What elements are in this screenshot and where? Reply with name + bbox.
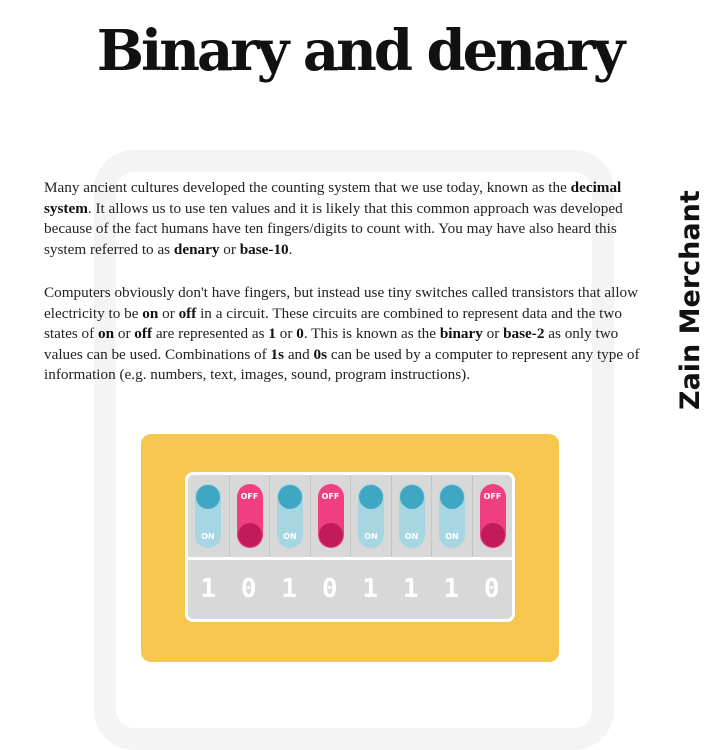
binary-digit: 0 xyxy=(321,574,338,604)
toggle-knob xyxy=(238,523,262,547)
toggle-knob xyxy=(481,523,505,547)
switch-cell xyxy=(269,475,310,557)
binary-digit: 1 xyxy=(362,574,379,604)
toggle-label: ON xyxy=(283,532,297,541)
binary-switch-board xyxy=(141,434,559,662)
intro-paragraph: Many ancient cultures developed the counting system that we use today, known as the decimal system. It allows us to use ten values and it is likely that this common approach was developed because of the fact humans have ten fingers/digits to count with. You may have also heard this system referred to as denary or base-10. xyxy=(44,179,623,258)
toggle-label: ON xyxy=(364,532,378,541)
switch-cell xyxy=(350,475,391,557)
page-title: Binary and denary xyxy=(96,18,623,84)
toggle-switch-on[interactable] xyxy=(399,484,425,548)
toggle-knob xyxy=(359,485,383,509)
toggle-knob xyxy=(196,485,220,509)
toggle-label: ON xyxy=(201,532,215,541)
switch-cell xyxy=(472,475,513,557)
binary-paragraph: Computers obviously don't have fingers, but instead use tiny switches called transistors that allow electricity to be on or off in a circuit. These circuits are combined to represent data and the two states of on or off are represented as 1 or 0. This is known as the binary or base-2 as only two values can be used. Combinations of 1s and 0s can be used by a computer to represent any type of information (e.g. numbers, text, images, sound, program instructions). xyxy=(44,284,640,383)
toggle-label: ON xyxy=(404,532,419,541)
toggle-knob xyxy=(400,485,424,509)
binary-digit: 0 xyxy=(483,574,500,604)
toggle-knob xyxy=(440,485,464,509)
binary-digit: 1 xyxy=(443,574,460,604)
toggle-label: OFF xyxy=(240,492,259,501)
binary-digit: 1 xyxy=(200,574,217,604)
switch-cell xyxy=(391,475,432,557)
switch-cell xyxy=(431,475,472,557)
toggle-knob xyxy=(319,523,343,547)
binary-digit: 0 xyxy=(240,574,257,604)
toggle-label: ON xyxy=(445,532,459,541)
switch-row xyxy=(188,475,512,557)
switch-cell xyxy=(310,475,351,557)
toggle-label: OFF xyxy=(321,492,340,501)
author-name: Zain Merchant xyxy=(675,190,706,410)
toggle-switch-off[interactable] xyxy=(237,484,263,548)
binary-digit: 1 xyxy=(402,574,419,604)
toggle-switch-on[interactable] xyxy=(277,484,303,548)
switch-cell xyxy=(229,475,270,557)
toggle-knob xyxy=(278,485,302,509)
switch-panel xyxy=(185,472,515,622)
toggle-switch-off[interactable] xyxy=(318,484,344,548)
toggle-switch-off[interactable] xyxy=(480,484,506,548)
toggle-switch-on[interactable] xyxy=(358,484,384,548)
toggle-switch-on[interactable] xyxy=(439,484,465,548)
digit-row xyxy=(188,560,512,619)
binary-digit: 1 xyxy=(281,574,298,604)
toggle-label: OFF xyxy=(483,492,502,501)
toggle-switch-on[interactable] xyxy=(195,484,221,548)
switch-cell xyxy=(188,475,229,557)
